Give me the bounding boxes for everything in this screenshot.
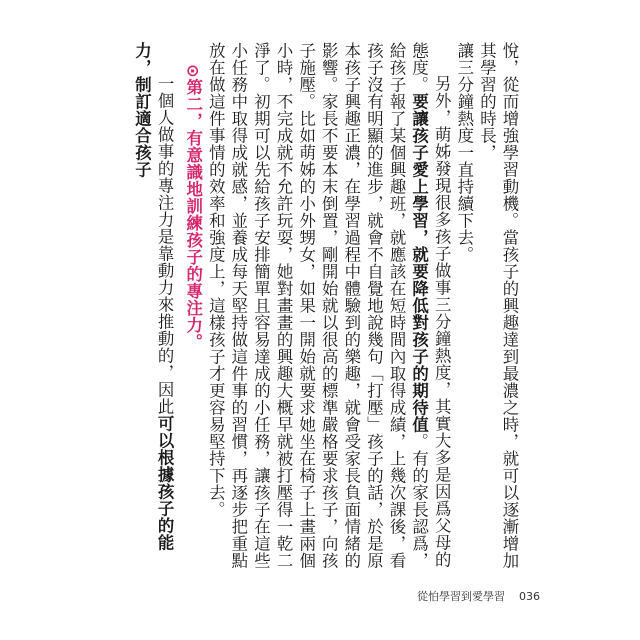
paragraph	[130, 42, 175, 572]
paragraph	[452, 42, 475, 572]
paragraph-text: 一個人做事的專注力是靠動力來推動的，因此	[155, 74, 175, 415]
page-footer	[360, 588, 540, 604]
paragraph-text: 悅，從而增強學習動機。當孩子的興趣達到最濃之時，就可以逐漸增加其學習的時長，	[477, 42, 519, 569]
paragraph	[475, 42, 520, 572]
page-number: 036	[519, 589, 540, 603]
paragraph-text: 讓三分鐘熱度一直持續下去。	[454, 42, 474, 263]
paragraph-text: 。有的家長認爲，給孩子報了某個興趣班，就應該在短時間內取得成績，上幾次課後，看孩子沒有明顯的進步，就會不自覺地說幾句「打壓」孩子的話，於是原本孩子興趣正濃，在學習過程中體驗到的樂趣，就會受家長負面情緒的影響。家長不要本末倒置，剛開始就以很高的標準嚴格要求孩子，向孩子施壓。比如萌姊的小外甥女，如果一開始就要求她坐在椅子上畫兩個小時，不完成就不允許玩耍，她對畫畫的興趣大概早就被打壓得一乾二淨了。初期可以先給孩子安排簡單且容易達成的小任務，讓孩子在這些小任務中取得成就感，並養成每天堅持做這件事的習慣，再逐步把重點放在做這件事情的效率和強度上，這樣孩子才更容易堅持下去。	[206, 42, 429, 569]
body-text	[132, 42, 520, 572]
running-title: 從怕學習到愛學習	[417, 590, 505, 603]
emphasized-text: 要讓孩子愛上學習，就要降低對孩子的期待值	[409, 93, 429, 433]
paragraph	[204, 42, 453, 572]
section-heading-text: 第二，有意識地訓練孩子的專注力	[183, 78, 203, 334]
section-heading-mark: 。	[183, 333, 203, 351]
emphasized-text: 可以根據孩子的能力，制訂適合孩子	[132, 42, 175, 551]
heading-bullet-icon: ⊙	[183, 64, 203, 79]
paragraph-text: 另外，萌姊發現很多孩子做事三分鐘熱度，其實大多是因爲父母的態度。	[409, 42, 452, 568]
section-heading	[181, 42, 204, 572]
